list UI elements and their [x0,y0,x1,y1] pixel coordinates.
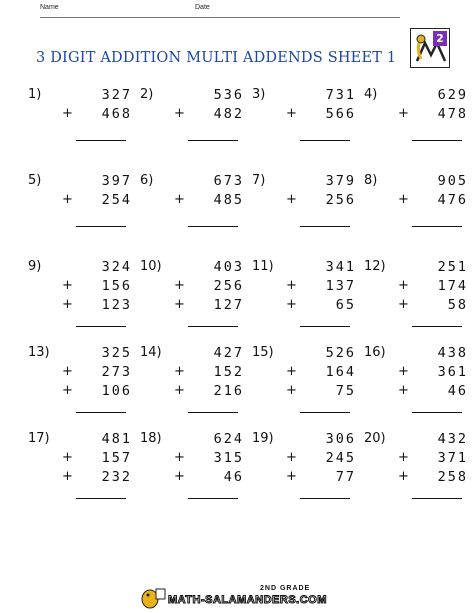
answer-line [76,140,126,141]
problem-18 [140,431,250,501]
problem-number: 1) [28,87,42,102]
problem-number: 7) [252,173,266,188]
plus-sign: + [286,106,297,121]
footer-brand [140,585,340,609]
answer-line [188,140,238,141]
plus-sign: + [398,450,409,465]
addend: 536 [213,87,244,103]
salamander-mascot-icon [140,587,166,609]
addend: 137 [325,278,356,294]
problem-number: 8) [364,173,378,188]
problem-number: 4) [364,87,378,102]
plus-sign: + [174,192,185,207]
plus-sign: + [62,278,73,293]
addend: 361 [437,364,468,380]
addend: 432 [437,431,468,447]
problem-19 [252,431,362,501]
addend: 371 [437,450,468,466]
plus-sign: + [398,469,409,484]
plus-sign: + [174,106,185,121]
addend: 438 [437,345,468,361]
problem-number: 18) [140,431,162,446]
answer-line [412,226,462,227]
footer-site: MATH-SALAMANDERS.COM [168,594,327,606]
problem-14 [140,345,250,415]
plus-sign: + [398,106,409,121]
addend: 403 [213,259,244,275]
addend: 673 [213,173,244,189]
addend: 164 [325,364,356,380]
problem-number: 20) [364,431,386,446]
plus-sign: + [62,364,73,379]
footer-grade: 2ND GRADE [260,585,311,592]
plus-sign: + [174,297,185,312]
problem-13 [28,345,138,415]
addend: 485 [213,192,244,208]
plus-sign: + [398,297,409,312]
answer-line [300,226,350,227]
addend: 232 [101,469,132,485]
problem-15 [252,345,362,415]
problem-6 [140,173,250,243]
plus-sign: + [398,192,409,207]
answer-line [412,326,462,327]
plus-sign: + [286,278,297,293]
plus-sign: + [174,450,185,465]
addend: 157 [101,450,132,466]
addend: 152 [213,364,244,380]
problem-number: 11) [252,259,274,274]
problem-12 [364,259,474,329]
problem-number: 9) [28,259,42,274]
addend: 324 [101,259,132,275]
addend: 256 [213,278,244,294]
problem-number: 5) [28,173,42,188]
plus-sign: + [286,469,297,484]
addend: 397 [101,173,132,189]
answer-line [188,326,238,327]
answer-line [188,226,238,227]
addend: 526 [325,345,356,361]
addend: 482 [213,106,244,122]
addend: 254 [101,192,132,208]
addend: 379 [325,173,356,189]
plus-sign: + [174,364,185,379]
problem-17 [28,431,138,501]
addend: 106 [101,383,132,399]
addend: 58 [447,297,468,313]
addend: 325 [101,345,132,361]
answer-line [76,226,126,227]
plus-sign: + [62,383,73,398]
plus-sign: + [286,192,297,207]
addend: 624 [213,431,244,447]
problem-2 [140,87,250,157]
addend: 65 [335,297,356,313]
addend: 273 [101,364,132,380]
addend: 478 [437,106,468,122]
problem-number: 19) [252,431,274,446]
problem-11 [252,259,362,329]
name-label: Name [40,4,59,11]
answer-line [412,498,462,499]
answer-line [412,140,462,141]
plus-sign: + [286,450,297,465]
addend: 127 [213,297,244,313]
plus-sign: + [286,297,297,312]
grade-number-badge: 2 [433,31,447,46]
plus-sign: + [62,106,73,121]
addend: 46 [447,383,468,399]
problem-16 [364,345,474,415]
addend: 315 [213,450,244,466]
answer-line [300,498,350,499]
problem-7 [252,173,362,243]
addend: 468 [101,106,132,122]
plus-sign: + [398,383,409,398]
addend: 629 [437,87,468,103]
page-title: 3 DIGIT ADDITION MULTI ADDENDS SHEET 1 [36,50,397,66]
plus-sign: + [398,364,409,379]
answer-line [188,412,238,413]
answer-line [412,412,462,413]
problem-10 [140,259,250,329]
plus-sign: + [62,469,73,484]
addend: 75 [335,383,356,399]
addend: 341 [325,259,356,275]
answer-line [300,326,350,327]
answer-line [300,412,350,413]
plus-sign: + [398,278,409,293]
plus-sign: + [286,383,297,398]
addend: 174 [437,278,468,294]
addend: 46 [223,469,244,485]
plus-sign: + [174,383,185,398]
addend: 245 [325,450,356,466]
addend: 216 [213,383,244,399]
plus-sign: + [174,278,185,293]
plus-sign: + [174,469,185,484]
answer-line [76,498,126,499]
answer-line [188,498,238,499]
salamander-logo [410,28,450,68]
answer-line [300,140,350,141]
problem-number: 13) [28,345,50,360]
addend: 123 [101,297,132,313]
addend: 256 [325,192,356,208]
plus-sign: + [62,450,73,465]
problem-8 [364,173,474,243]
addend: 77 [335,469,356,485]
problem-5 [28,173,138,243]
problem-number: 12) [364,259,386,274]
plus-sign: + [286,364,297,379]
addend: 476 [437,192,468,208]
problem-number: 10) [140,259,162,274]
problem-number: 17) [28,431,50,446]
problem-number: 15) [252,345,274,360]
problem-1 [28,87,138,157]
answer-line [76,412,126,413]
addend: 327 [101,87,132,103]
addend: 905 [437,173,468,189]
addend: 427 [213,345,244,361]
problem-number: 6) [140,173,154,188]
problem-number: 2) [140,87,154,102]
problem-number: 16) [364,345,386,360]
problem-3 [252,87,362,157]
problem-20 [364,431,474,501]
problem-9 [28,259,138,329]
addend: 481 [101,431,132,447]
date-label: Date [195,4,210,11]
problem-number: 14) [140,345,162,360]
answer-line [76,326,126,327]
plus-sign: + [62,297,73,312]
addend: 258 [437,469,468,485]
problem-number: 3) [252,87,266,102]
addend: 306 [325,431,356,447]
addend: 156 [101,278,132,294]
problem-4 [364,87,474,157]
plus-sign: + [62,192,73,207]
addend: 251 [437,259,468,275]
addend: 566 [325,106,356,122]
addend: 731 [325,87,356,103]
name-date-line [40,17,400,18]
